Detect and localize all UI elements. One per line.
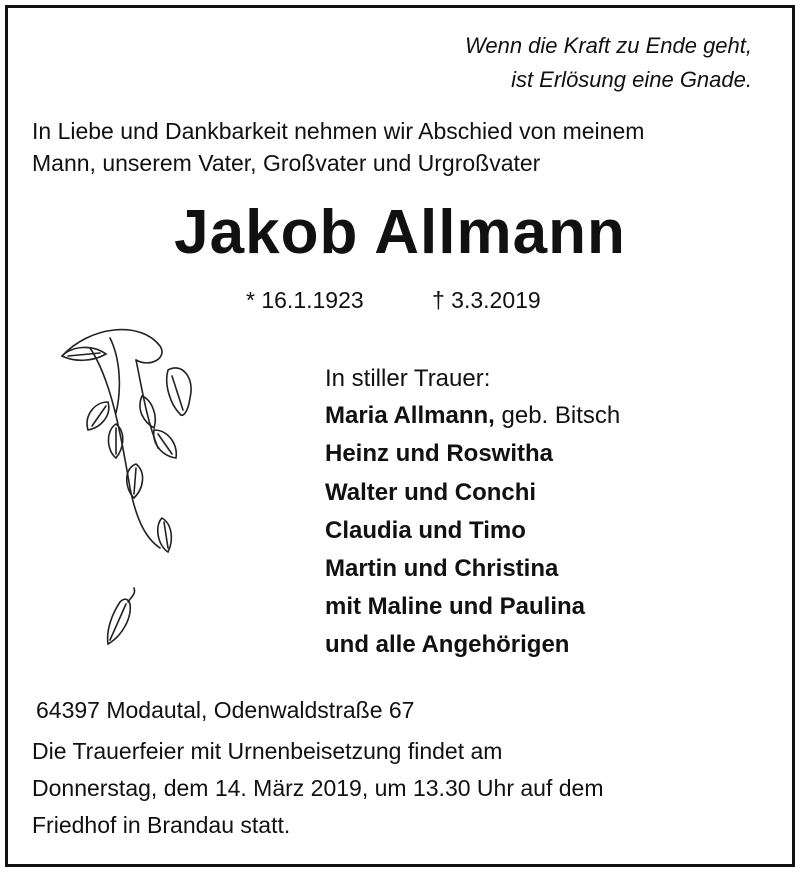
ceremony-line-1: Die Trauerfeier mit Urnenbeisetzung findet am <box>32 738 503 764</box>
motto-line-1: Wenn die Kraft zu Ende geht, <box>465 33 752 58</box>
ceremony-line-2: Donnerstag, dem 14. März 2019, um 13.30 Uhr auf dem <box>32 775 604 801</box>
mourner-line: Martin und Christina <box>325 555 559 582</box>
motto-line-2: ist Erlösung eine Gnade. <box>511 67 752 92</box>
mourner-line: Walter und Conchi <box>325 479 537 506</box>
intro-line-2: Mann, unserem Vater, Großvater und Urgroßvater <box>32 150 541 176</box>
spouse-name: Maria Allmann, <box>325 402 495 429</box>
mourner-spouse <box>325 402 620 430</box>
death-date: † 3.3.2019 <box>432 287 541 313</box>
ceremony-line-3: Friedhof in Brandau statt. <box>32 812 291 838</box>
branch-stem <box>62 330 162 363</box>
leaf-group <box>62 347 191 644</box>
birth-date: * 16.1.1923 <box>246 287 364 313</box>
mourner-line: mit Maline und Paulina <box>325 593 586 620</box>
spouse-maiden-name: geb. Bitsch <box>501 402 621 429</box>
intro-line-1: In Liebe und Dankbarkeit nehmen wir Abschied von meinem <box>32 118 645 144</box>
mourner-line: und alle Angehörigen <box>325 631 570 658</box>
address: 64397 Modautal, Odenwaldstraße 67 <box>36 697 415 723</box>
mourner-line: Heinz und Roswitha <box>325 440 553 467</box>
deceased-name: Jakob Allmann <box>174 198 626 267</box>
mourners-intro: In stiller Trauer: <box>325 365 491 392</box>
birch-leaves-illustration <box>50 318 210 658</box>
mourner-line: Claudia und Timo <box>325 517 526 544</box>
